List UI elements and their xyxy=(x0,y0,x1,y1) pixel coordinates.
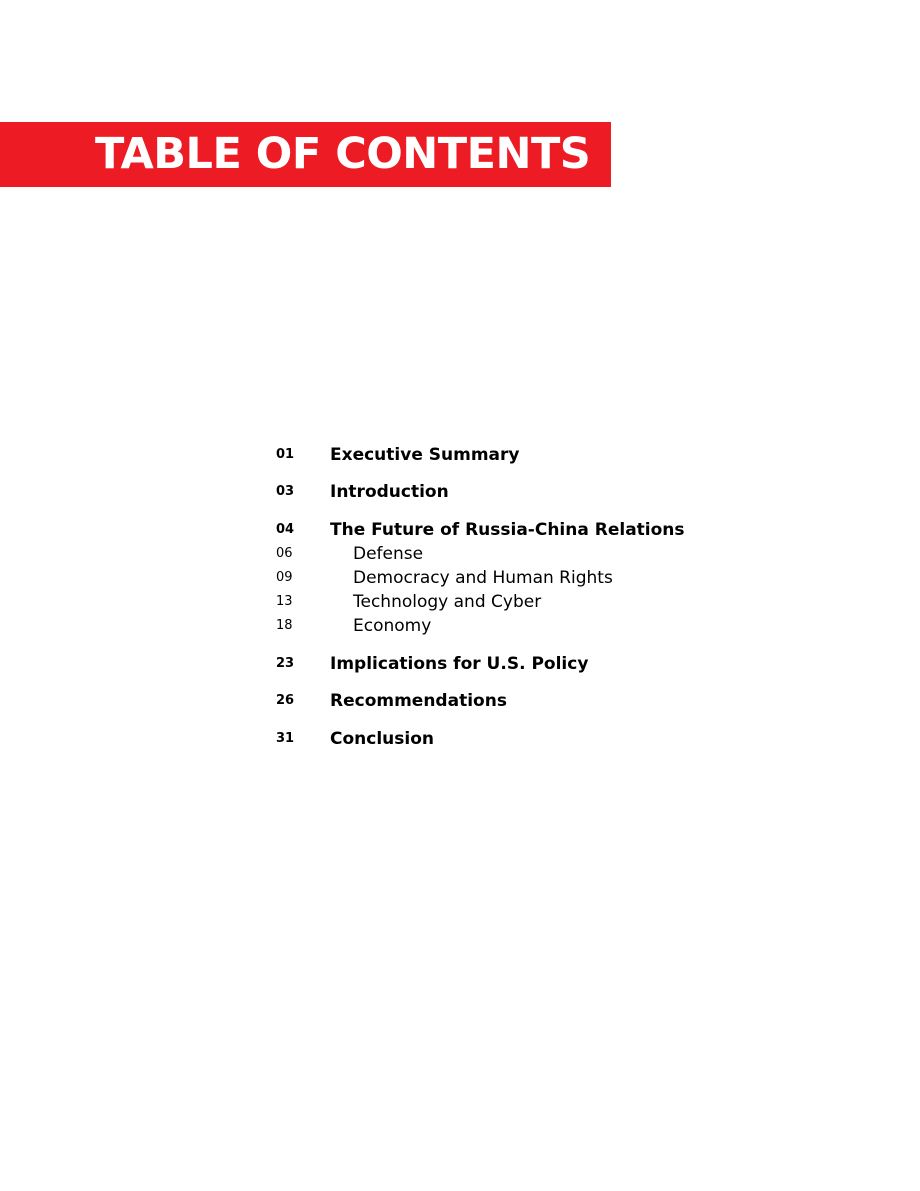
toc-page-number: 03 xyxy=(276,484,295,499)
toc-entry-recommendations[interactable] xyxy=(276,689,876,713)
toc-page-number: 09 xyxy=(276,570,293,585)
toc-page-number: 04 xyxy=(276,522,295,537)
toc-entry-label: Implications for U.S. Policy xyxy=(330,654,589,674)
table-of-contents xyxy=(276,0,876,1191)
toc-entry-implications-us-policy[interactable] xyxy=(276,652,876,676)
toc-entry-label: Executive Summary xyxy=(330,445,520,465)
toc-entry-label: Economy xyxy=(353,616,432,636)
toc-subentry-defense[interactable] xyxy=(276,542,876,566)
toc-subentry-technology-cyber[interactable] xyxy=(276,590,876,614)
toc-entry-label: Recommendations xyxy=(330,691,507,711)
toc-subentry-democracy-human-rights[interactable] xyxy=(276,566,876,590)
page-title: TABLE OF CONTENTS xyxy=(95,129,591,179)
toc-page-number: 18 xyxy=(276,618,293,633)
toc-page-number: 06 xyxy=(276,546,293,561)
toc-entry-label: Technology and Cyber xyxy=(353,592,542,612)
toc-entry-conclusion[interactable] xyxy=(276,727,876,751)
toc-entry-label: Defense xyxy=(353,544,424,564)
toc-page-number: 01 xyxy=(276,447,295,462)
toc-entry-future-russia-china[interactable] xyxy=(276,518,876,542)
toc-page-number: 31 xyxy=(276,731,295,746)
toc-entry-introduction[interactable] xyxy=(276,480,876,504)
toc-entry-label: Democracy and Human Rights xyxy=(353,568,613,588)
toc-subentry-economy[interactable] xyxy=(276,614,876,638)
toc-page-number: 23 xyxy=(276,656,295,671)
toc-entry-label: The Future of Russia-China Relations xyxy=(330,520,685,540)
toc-entry-label: Introduction xyxy=(330,482,449,502)
toc-entry-label: Conclusion xyxy=(330,729,434,749)
toc-page-number: 26 xyxy=(276,693,295,708)
toc-page-number: 13 xyxy=(276,594,293,609)
toc-entry-executive-summary[interactable] xyxy=(276,443,876,467)
